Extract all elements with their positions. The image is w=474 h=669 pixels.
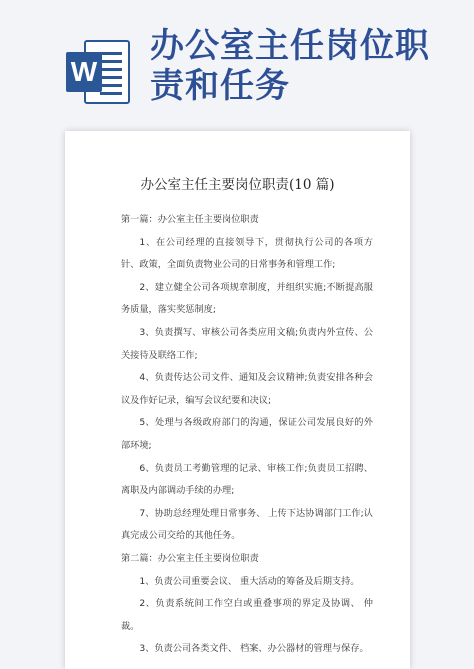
list-item: 4、负责传达公司文件、通知及会议精神;负责安排各种会议及作好记录，编写会议纪要和决议; bbox=[121, 372, 373, 406]
list-item: 2、建立健全公司各项规章制度，并组织实施;不断提高服务质量，落实奖惩制度; bbox=[121, 281, 373, 316]
list-item: 3、负责撰写、审核公司各类应用文稿;负责内外宣传、公关接待及联络工作; bbox=[121, 326, 373, 361]
section-heading: 第二篇：办公室主任主要岗位职责 bbox=[121, 552, 259, 564]
section-heading: 第一篇：办公室主任主要岗位职责 bbox=[121, 214, 259, 225]
document-body bbox=[121, 209, 373, 661]
list-item: 5、处理与各级政府部门的沟通，保证公司发展良好的外部环境; bbox=[121, 417, 373, 451]
word-document-icon bbox=[66, 40, 132, 104]
list-item: 6、负责员工考勤管理的记录、审核工作;负责员工招聘、离职及内部调动手续的办理; bbox=[121, 462, 373, 497]
list-item: 2、负责系统间工作空白或重叠事项的界定及协调、 仲裁。 bbox=[121, 598, 373, 632]
list-item: 1、在公司经理的直接领导下，贯彻执行公司的各项方针、政策，全面负责物业公司的日常事务和管理工作; bbox=[121, 236, 373, 271]
document-title: 办公室主任主要岗位职责(10 篇) bbox=[140, 177, 335, 193]
banner-title: 办公室主任岗位职责和任务 bbox=[150, 26, 430, 106]
word-logo-badge: W bbox=[66, 52, 102, 92]
document-page bbox=[65, 131, 410, 669]
list-item: 7、协助总经理处理日常事务、 上传下达协调部门工作;认真完成公司交给的其他任务。 bbox=[121, 507, 373, 542]
header-banner bbox=[0, 0, 474, 132]
list-item: 1、负责公司重要会议、 重大活动的筹备及后期支持。 bbox=[139, 575, 360, 587]
list-item: 3、负责公司各类文件、 档案、办公器材的管理与保存。 bbox=[139, 643, 369, 655]
